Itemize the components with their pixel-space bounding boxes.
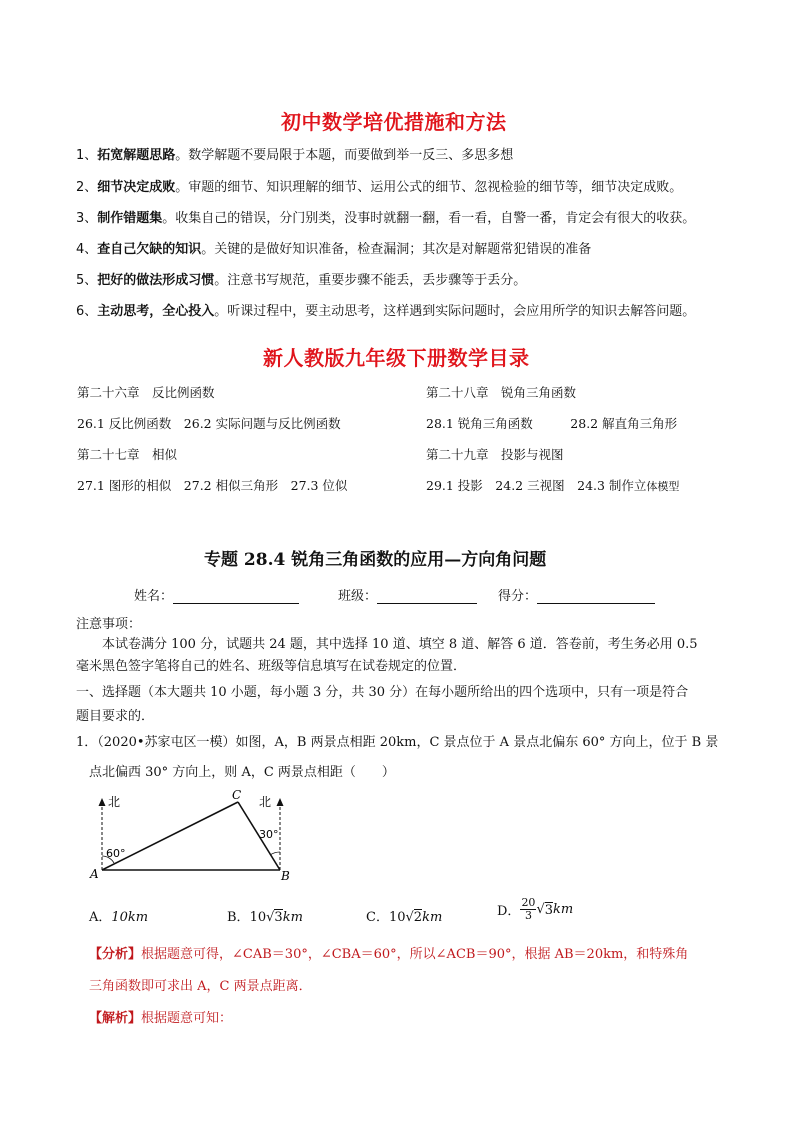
question-text: 点北偏西 30° 方向上，则 A，C 两景点相距（ ） (89, 765, 395, 780)
name-blank[interactable] (173, 589, 299, 604)
sqrt-icon: √ (266, 910, 275, 925)
angle-label-a: 60° (106, 847, 126, 860)
score-field[interactable] (498, 585, 655, 604)
option-d-radicand: 3 (544, 902, 554, 918)
option-d[interactable] (497, 897, 573, 922)
option-c-radicand: 2 (413, 910, 423, 925)
solution (89, 1007, 232, 1026)
class-blank[interactable] (377, 589, 477, 604)
tip-heading: 制作错题集 (97, 211, 163, 226)
tip-item (76, 273, 526, 289)
analysis-tag: 【分析】 (89, 947, 142, 962)
tip-text: 。数学解题不要局限于本题，而要做到举一反三、多思多想 (175, 148, 514, 163)
angle-label-b: 30° (259, 828, 279, 841)
option-d-denominator: 3 (524, 909, 532, 922)
option-b-coefficient: 10 (249, 910, 267, 925)
solution-tag: 【解析】 (89, 1011, 142, 1026)
toc-chapter-26-items: 26.1 反比例函数 26.2 实际问题与反比例函数 (77, 416, 341, 431)
option-a-value: 10km (111, 910, 149, 925)
option-b-radicand: 3 (274, 910, 283, 925)
toc-title: 新人教版九年级下册数学目录 (263, 346, 530, 370)
section-heading: 一、选择题（本大题共 10 小题，每小题 3 分，共 30 分）在每小题所给出的四个选项中，只有一项是符合 (76, 685, 689, 700)
tip-item (76, 148, 513, 164)
tip-heading: 查自己欠缺的知识 (97, 242, 202, 257)
toc-chapter-28-items: 28.1 锐角三角函数 28.2 解直角三角形 (426, 416, 678, 431)
option-d-unit: km (553, 902, 574, 917)
option-c[interactable] (366, 906, 442, 925)
analysis-text: 三角函数即可求出 A，C 两景点距离． (89, 979, 312, 994)
angle-arc-b (270, 852, 280, 855)
tip-text: 。注意书写规范，重要步骤不能丢，丢步骤等于丢分。 (214, 273, 527, 288)
north-arrow-a-icon (99, 798, 106, 806)
tip-text: 。听课过程中，要主动思考，这样遇到实际问题时，会应用所学的知识去解答问题。 (214, 304, 696, 319)
tip-text: 。审题的细节、知识理解的细节、运用公式的细节、忽视检验的细节等，细节决定成败。 (175, 180, 683, 195)
north-arrow-b-icon (277, 798, 284, 806)
tip-item (76, 304, 695, 320)
tip-heading: 拓宽解题思路 (97, 148, 176, 163)
option-c-coefficient: 10 (388, 910, 406, 925)
tip-item (76, 211, 695, 227)
question-text: 1．（2020•苏家屯区一模）如图，A，B 两景点相距 20km，C 景点位于 A 景点北偏东 60° 方向上，位于 B 景 (76, 735, 719, 750)
tip-number: 5、 (76, 273, 98, 288)
option-b[interactable] (227, 906, 303, 925)
toc-chapter-26: 第二十六章 反比例函数 (77, 385, 215, 400)
tip-item (76, 242, 591, 258)
sqrt-icon: √ (536, 902, 545, 917)
option-c-unit: km (422, 910, 443, 925)
option-d-fraction (520, 897, 536, 922)
option-c-label: C． (366, 910, 389, 925)
vertex-label-c: C (232, 788, 242, 802)
triangle-figure (86, 786, 306, 886)
analysis (89, 943, 688, 962)
toc-chapter-29-items-part: 体模型 (646, 480, 680, 493)
tip-text: 。关键的是做好知识准备，检查漏洞；其次是对解题常犯错误的准备 (201, 242, 592, 257)
tip-heading: 主动思考，全心投入 (97, 304, 215, 319)
solution-text: 根据题意可知： (141, 1011, 233, 1026)
option-a-label: A． (89, 910, 112, 925)
option-a[interactable] (89, 906, 148, 925)
tip-heading: 把好的做法形成习惯 (97, 273, 215, 288)
notice-text: 本试卷满分 100 分，试题共 24 题，其中选择 10 道、填空 8 道、解答 6 道．答卷前，考生务必用 0.5 (102, 637, 698, 652)
toc-chapter-27-items: 27.1 图形的相似 27.2 相似三角形 27.3 位似 (77, 478, 348, 493)
toc-chapter-29-items-part: 29.1 投影 24.2 三视图 24.3 制作立 (426, 478, 647, 493)
class-label: 班级： (338, 589, 378, 604)
section-heading: 题目要求的． (76, 709, 155, 724)
vertex-label-a: A (90, 867, 99, 881)
tip-number: 3、 (76, 211, 98, 226)
tip-item (76, 180, 682, 196)
tip-heading: 细节决定成败 (97, 180, 176, 195)
name-field[interactable] (134, 585, 299, 604)
tip-text: 。收集自己的错误，分门别类，没事时就翻一翻，看一看，自警一番，肯定会有很大的收获。 (162, 211, 696, 226)
vertex-label-b: B (281, 869, 290, 883)
page-title: 初中数学培优措施和方法 (281, 110, 507, 134)
option-b-unit: km (282, 910, 303, 925)
notice-text: 毫米黑色签字笔将自己的姓名、班级等信息填写在试卷规定的位置． (76, 659, 467, 674)
toc-chapter-27: 第二十七章 相似 (77, 447, 178, 462)
option-d-numerator: 20 (521, 896, 536, 909)
toc-chapter-28: 第二十八章 锐角三角函数 (426, 385, 577, 400)
score-blank[interactable] (537, 589, 655, 604)
toc-chapter-29: 第二十九章 投影与视图 (426, 447, 564, 462)
notice-label: 注意事项： (76, 617, 142, 632)
tip-number: 1、 (76, 148, 98, 163)
tip-number: 4、 (76, 242, 98, 257)
toc-chapter-29-items (426, 476, 679, 494)
option-d-label: D． (497, 904, 521, 919)
tip-number: 6、 (76, 304, 98, 319)
sqrt-icon: √ (405, 910, 414, 925)
name-label: 姓名： (134, 589, 174, 604)
tip-number: 2、 (76, 180, 98, 195)
class-field[interactable] (338, 585, 477, 604)
analysis-text: 根据题意可得，∠CAB＝30°，∠CBA＝60°，所以∠ACB＝90°，根据 AB＝20km，和特殊角 (141, 947, 689, 962)
north-label-left: 北 (108, 795, 121, 809)
option-b-label: B． (227, 910, 250, 925)
exam-title: 专题 28.4 锐角三角函数的应用—方向角问题 (204, 550, 547, 570)
north-label-right: 北 (259, 795, 272, 809)
score-label: 得分： (498, 589, 538, 604)
